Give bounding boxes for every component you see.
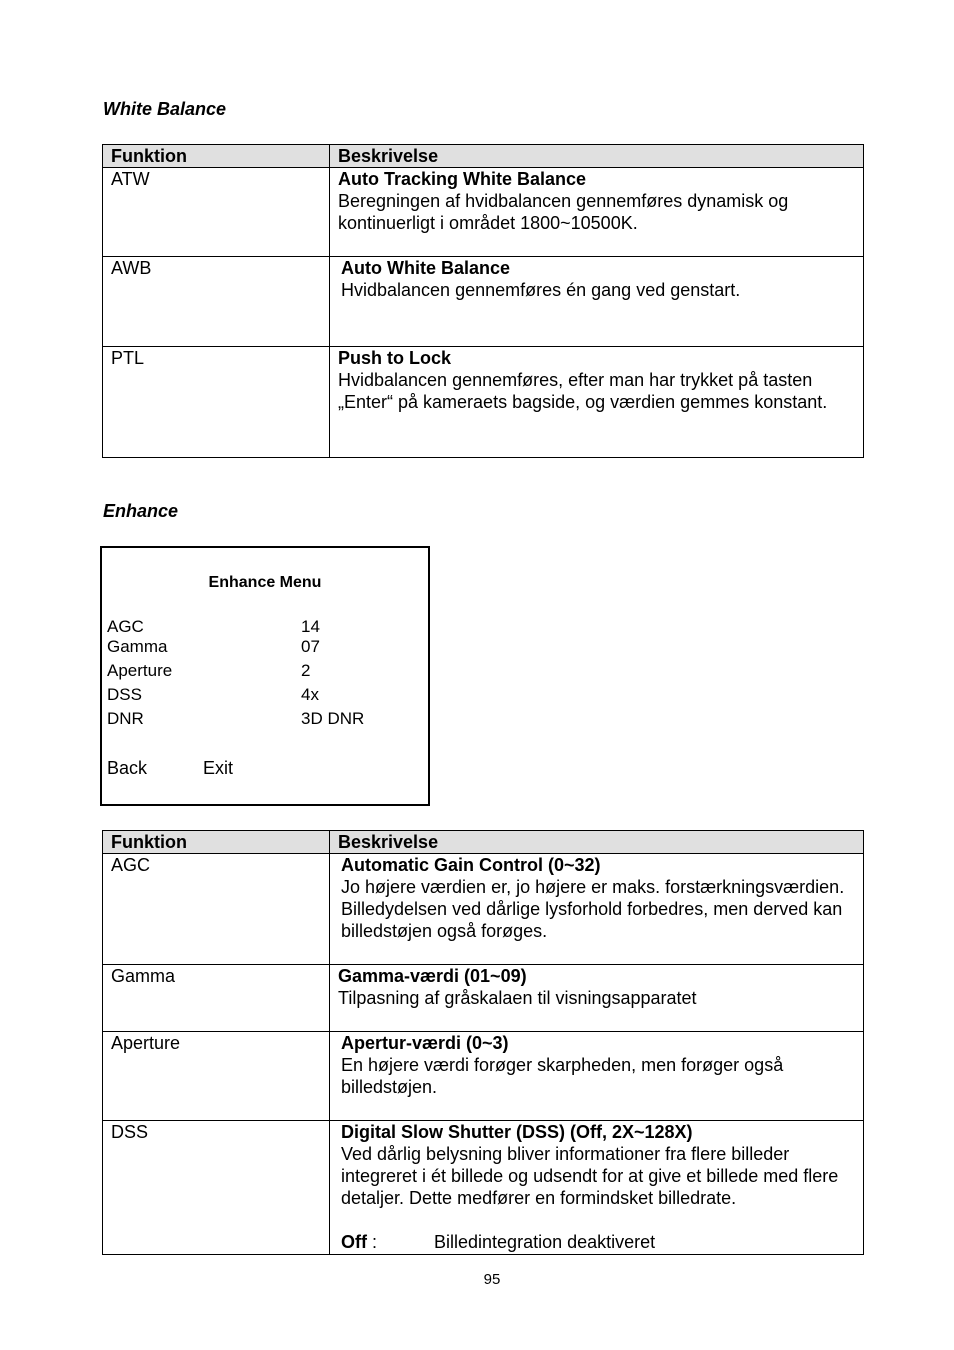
table-row [103,347,864,458]
table-header-row [103,145,864,168]
desc-title: Automatic Gain Control (0~32) [341,855,601,875]
func-cell: AWB [103,257,330,347]
back-button[interactable]: Back [107,758,148,778]
table-row [103,854,864,965]
desc-title: Gamma-værdi (01~09) [338,966,527,986]
desc-cell [330,168,864,257]
desc-cell [330,347,864,458]
func-cell: DSS [103,1121,330,1255]
enhance-menu-panel [100,546,430,806]
desc-title: Auto White Balance [341,258,511,278]
menu-item-value: 14 [301,617,320,636]
header-funktion: Funktion [103,145,330,168]
table-row [103,168,864,257]
table-row [103,965,864,1032]
menu-item-aperture[interactable] [107,661,427,681]
desc-cell [330,965,864,1032]
desc-title: Push to Lock [338,348,452,368]
header-beskrivelse: Beskrivelse [330,145,864,168]
option-separator: : [372,1232,378,1252]
white-balance-heading: White Balance [103,99,227,119]
desc-body: Jo højere værdien er, jo højere er maks. forstærkningsværdien. Billedydelsen ved dårlige lysforhold forbedres, men derved kan billedstøjen også forøges. [341,877,845,941]
header-beskrivelse: Beskrivelse [330,831,864,854]
option-text: Billedintegration deaktiveret [434,1232,656,1252]
desc-cell [330,1121,864,1255]
exit-button[interactable]: Exit [203,758,234,778]
table-row [103,257,864,347]
menu-title: Enhance Menu [208,574,322,591]
desc-body: Hvidbalancen gennemføres, efter man har trykket på tasten „Enter“ på kameraets bagside, og værdien gemmes konstant. [338,370,828,412]
desc-body: Tilpasning af gråskalaen til visningsapparatet [338,988,697,1008]
desc-title: Digital Slow Shutter (DSS) (Off, 2X~128X) [341,1122,693,1142]
menu-item-value: 07 [301,637,320,656]
table-header-row [103,831,864,854]
menu-item-agc[interactable] [107,617,427,637]
table-row [103,1032,864,1121]
enhance-table [102,830,864,1255]
func-cell: Aperture [103,1032,330,1121]
desc-body: Ved dårlig belysning bliver informationer fra flere billeder integreret i ét billede og udsendt for at give et billede med flere detaljer. Dette medfører en formindsket billedrate. [341,1144,839,1208]
menu-item-value: 3D DNR [301,709,365,728]
menu-item-value: 4x [301,685,319,704]
menu-item-dnr[interactable] [107,709,427,729]
menu-item-gamma[interactable] [107,637,427,657]
func-cell: PTL [103,347,330,458]
option-label: Off [341,1232,367,1252]
header-funktion: Funktion [103,831,330,854]
white-balance-table [102,144,864,458]
desc-title: Apertur-værdi (0~3) [341,1033,509,1053]
desc-body: Hvidbalancen gennemføres én gang ved genstart. [341,280,741,300]
menu-item-value: 2 [301,661,311,680]
enhance-heading: Enhance [103,501,179,521]
func-cell: AGC [103,854,330,965]
menu-item-label: Gamma [107,637,168,656]
desc-body: En højere værdi forøger skarpheden, men forøger også billedstøjen. [341,1055,784,1097]
func-cell: Gamma [103,965,330,1032]
desc-cell [330,854,864,965]
dss-option [341,1231,855,1253]
menu-item-label: AGC [107,617,144,636]
page-number: 95 [483,1271,501,1288]
table-row [103,1121,864,1255]
menu-item-label: DNR [107,709,144,728]
desc-title: Auto Tracking White Balance [338,169,587,189]
menu-item-label: DSS [107,685,142,704]
desc-cell [330,1032,864,1121]
desc-cell [330,257,864,347]
menu-item-label: Aperture [107,661,173,680]
func-cell: ATW [103,168,330,257]
desc-body: Beregningen af hvidbalancen gennemføres dynamisk og kontinuerligt i området 1800~10500K. [338,191,789,233]
menu-nav [107,758,233,779]
menu-item-dss[interactable] [107,685,427,705]
